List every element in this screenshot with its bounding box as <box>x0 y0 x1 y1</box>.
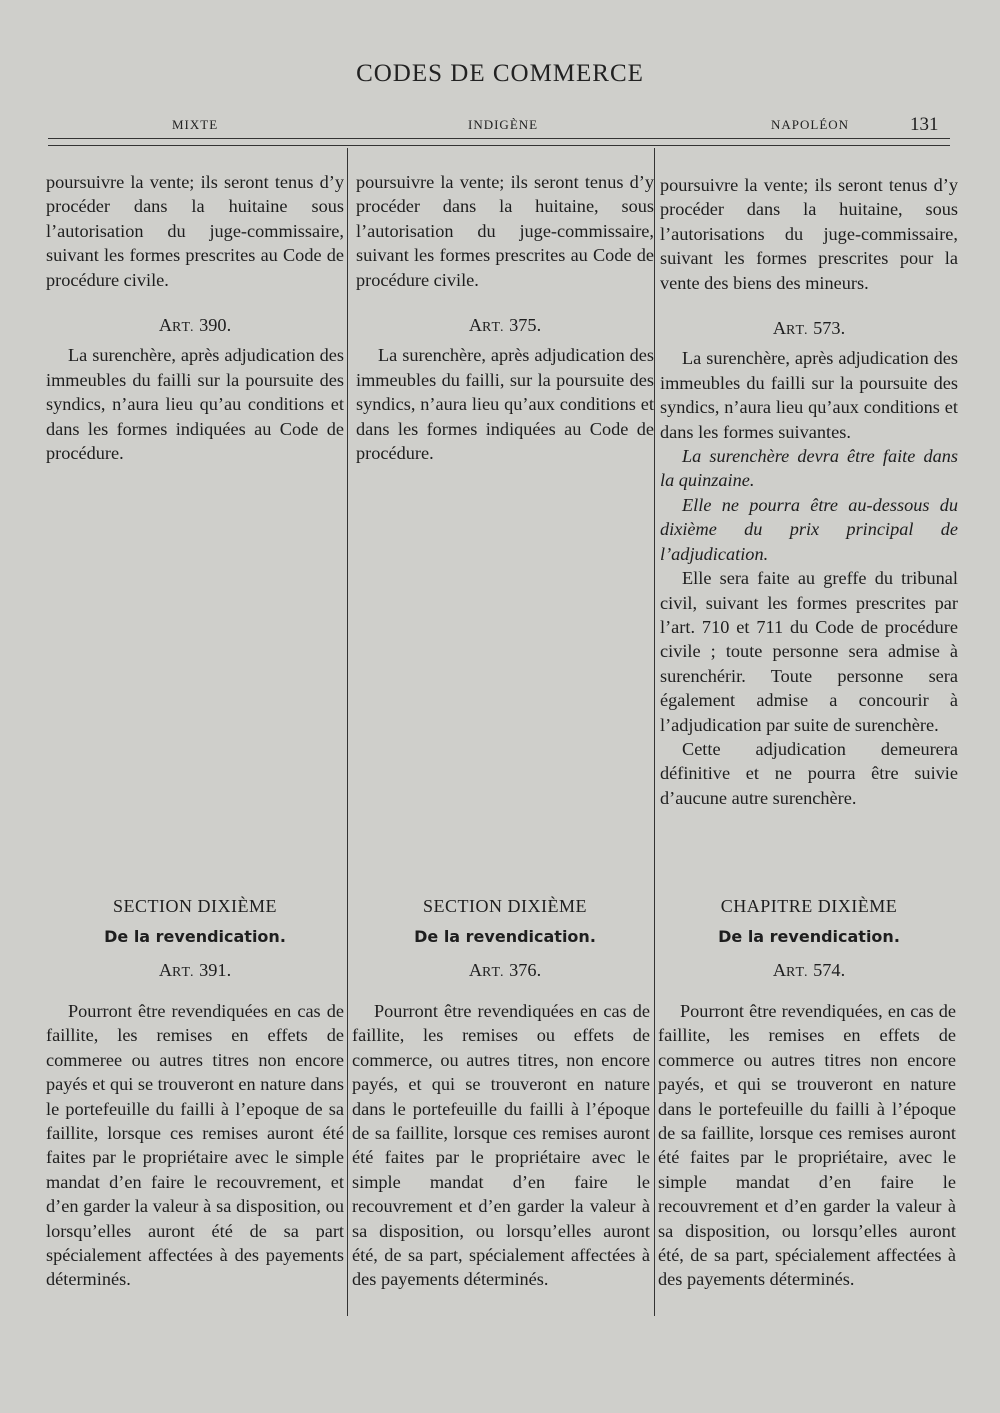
paragraph: Elle sera faite au greffe du tribunal civil, suivant les formes prescrites par l’art. 710 et 711 du Code de procédure civile ; toute personne sera admise à surenchérir. Toute personne sera également admise a concourir à l’adjudication par suite de surenchère. <box>660 568 958 735</box>
column-indigene-top <box>356 170 654 465</box>
column-header-indigene: INDIGÈNE <box>468 117 539 132</box>
paragraph: poursuivre la vente; ils seront tenus d’y procéder dans la huitaine, sous l’autorisations du juge-commissaire, suivant les formes prescrites pour la vente des biens des mineurs. <box>660 175 958 293</box>
header-rule-bottom <box>48 145 950 146</box>
article-heading: ART. 390. <box>158 315 232 336</box>
article-heading: ART. 573. <box>772 318 846 339</box>
paragraph: La surenchère devra être faite dans la quinzaine. <box>660 446 958 491</box>
column-header-mixte: MIXTE <box>172 117 219 132</box>
paragraph: Pourront être revendiquées en cas de faillite, les remises en effets de commeree ou autres titres non encore payés et qui se trouveront en nature dans le portefeuille du failli à l’epoque de sa faillite, lorsque ces remises auront été faites par le propriétaire avec le simple mandat d’en faire le recouvrement, et d’en garder la valeur à sa disposition, ou lorsqu’elles auront été de sa part spécialement affectées à des payements déterminés. <box>46 1001 344 1290</box>
column-mixte-top <box>46 170 344 465</box>
page-title: CODES DE COMMERCE <box>356 60 644 87</box>
column-divider-left <box>347 148 348 1316</box>
section-label: CHAPITRE DIXIÈME <box>720 896 898 916</box>
paragraph: Elle ne pourra être au-dessous du dixième du prix principal de l’adjudication. <box>660 494 958 564</box>
section-heading-napoleon <box>660 896 958 981</box>
column-indigene-bottom <box>352 999 650 1292</box>
header-rule-top <box>48 138 950 139</box>
paragraph: Cette adjudication demeurera définitive et ne pourra être suivie d’aucune autre surenchère. <box>660 738 958 808</box>
article-heading: ART. 391. <box>158 960 232 980</box>
section-heading-mixte <box>46 896 344 981</box>
section-title: De la revendication. <box>718 927 900 946</box>
column-divider-right <box>654 148 655 1316</box>
paragraph: La surenchère, après adjudication des immeubles du failli sur la poursuite des syndics, n’aura lieu qu’aux conditions et dans les formes suivantes. <box>660 348 958 442</box>
section-label: SECTION DIXIÈME <box>113 896 277 916</box>
article-heading: ART. 574. <box>772 960 846 980</box>
section-title: De la revendication. <box>414 927 596 946</box>
paragraph: La surenchère, après adjudication des immeubles du failli sur la poursuite des syndics, n’aura lieu qu’au conditions et dans les formes indiquées au Code de procédure. <box>46 345 344 464</box>
column-napoleon-bottom <box>658 999 956 1292</box>
section-label: SECTION DIXIÈME <box>423 896 587 916</box>
column-header-napoleon: NAPOLÉON <box>771 117 850 132</box>
paragraph: Pourront être revendiquées en cas de faillite, les remises ou effets de commerce, ou autres titres, non encore payés, et qui se trouveront en nature dans le portefeuille du failli à l’époque de sa faillite, lorsque ces remises auront été faites par le propriétaire avec le simple mandat d’en faire le recouvrement et d’en garder la valeur à sa disposition, ou lorsqu’elles auront été, de sa part, spécialement affectées à des payements déterminés. <box>352 1001 650 1290</box>
article-heading: ART. 375. <box>468 315 542 336</box>
column-napoleon-top <box>660 173 958 810</box>
section-title: De la revendication. <box>104 927 286 946</box>
column-mixte-bottom <box>46 999 344 1292</box>
article-heading: ART. 376. <box>468 960 542 980</box>
paragraph: La surenchère, après adjudication des immeubles du failli, sur la poursuite des syndics, n’aura lieu qu’aux conditions et dans les formes indiquées au Code de procédure. <box>356 345 654 464</box>
section-heading-indigene <box>356 896 654 981</box>
paragraph: poursuivre la vente; ils seront tenus d’y procéder dans la huitaine sous l’autorisation du juge-commissaire, suivant les formes prescrites au Code de procédure civile. <box>46 172 344 290</box>
paragraph: poursuivre la vente; ils seront tenus d’y procéder dans la huitaine, sous l’autorisation du juge-commissaire, suivant les formes prescrites au Code de procédure civile. <box>356 172 654 290</box>
paragraph: Pourront être revendiquées, en cas de faillite, les remises en effets de commerce ou autres titres non encore payés, et qui se trouveront en nature dans le portefeuille du failli à l’époque de sa faillite, lorsque ces remises auront été faites par le propriétaire, avec le simple mandat d’en faire le recouvrement et d’en garder la valeur à sa disposition, ou lorsqu’elles auront été, de sa part, spécialement affectées à des payements déterminés. <box>658 1001 956 1290</box>
page-number: 131 <box>910 114 939 135</box>
